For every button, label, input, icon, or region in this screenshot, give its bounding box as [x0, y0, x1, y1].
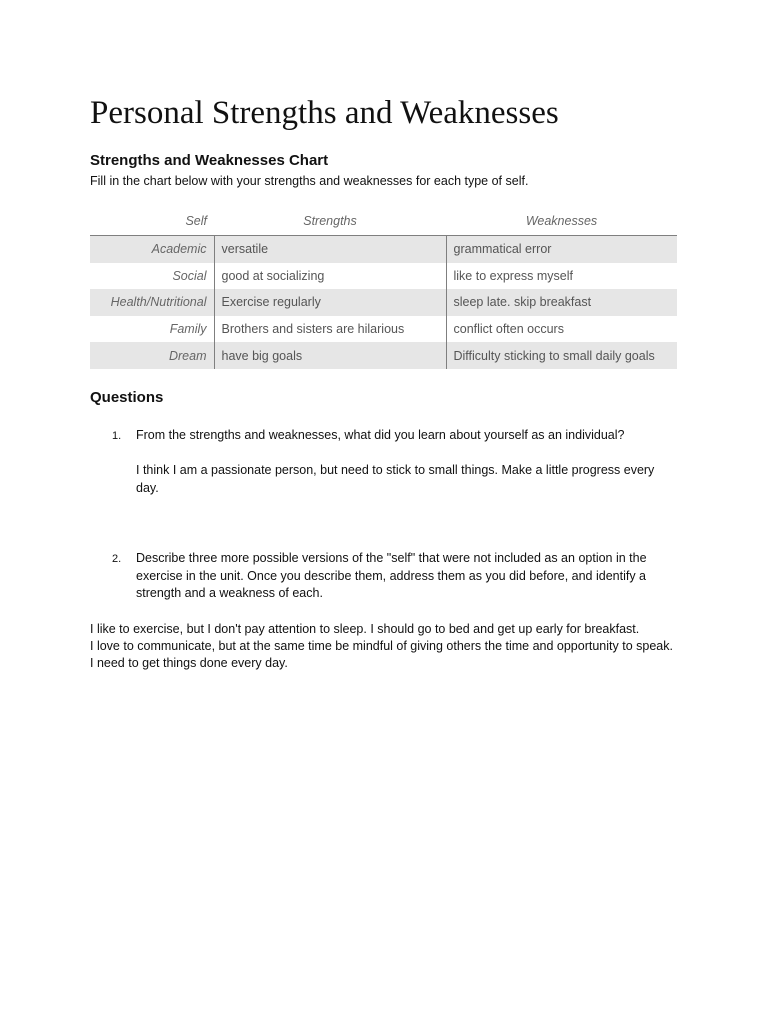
chart-instructions: Fill in the chart below with your strengths and weaknesses for each type of self. [90, 174, 529, 188]
table-row [90, 342, 677, 369]
answer-paragraph: I need to get things done every day. [90, 656, 288, 671]
question-text: Describe three more possible versions of the "self" that were not included as an option in the exercise in the unit. Once you describe them, address them as you did before, and identify a strength and a weakness of each. [136, 551, 647, 600]
self-cell: Academic [90, 236, 214, 263]
table-row [90, 289, 677, 316]
answer-block [90, 621, 680, 673]
strength-cell: versatile [214, 236, 446, 263]
table-row [90, 316, 677, 343]
answer-paragraph: I like to exercise, but I don't pay attention to sleep. I should go to bed and get up early for breakfast. [90, 622, 640, 636]
weakness-cell: like to express myself [453, 268, 573, 283]
table-row [90, 263, 677, 290]
document-title: Personal Strengths and Weaknesses [90, 95, 559, 131]
question-number: 1. [112, 430, 122, 442]
table-header-row [90, 207, 677, 236]
self-cell: Social [90, 263, 214, 290]
self-cell: Dream [90, 342, 214, 369]
column-header-strengths: Strengths [214, 207, 446, 236]
strength-cell: good at socializing [214, 263, 446, 290]
column-header-self: Self [90, 207, 214, 236]
column-header-weaknesses: Weaknesses [446, 207, 677, 236]
question-number: 2. [112, 553, 122, 565]
weakness-cell: sleep late. skip breakfast [446, 289, 677, 316]
questions-heading: Questions [90, 389, 164, 406]
weakness-cell: grammatical error [446, 236, 677, 263]
weakness-cell: Difficulty sticking to small daily goals [446, 342, 677, 369]
self-cell: Health/Nutritional [90, 289, 214, 316]
strengths-weaknesses-table [90, 207, 677, 369]
chart-section-heading: Strengths and Weaknesses Chart [90, 152, 329, 169]
weakness-cell: conflict often occurs [453, 322, 564, 337]
self-cell: Family [90, 316, 214, 343]
strength-cell: have big goals [214, 342, 446, 369]
answer-paragraph: I love to communicate, but at the same time be mindful of giving others the time and opportunity to speak. [90, 639, 673, 654]
question-text: From the strengths and weaknesses, what did you learn about yourself as an individual? [136, 428, 625, 442]
strength-cell: Brothers and sisters are hilarious [214, 316, 446, 343]
answer-text: I think I am a passionate person, but need to stick to small things. Make a little progress every day. [136, 463, 655, 495]
strength-cell: Exercise regularly [214, 289, 446, 316]
table-row [90, 236, 677, 263]
